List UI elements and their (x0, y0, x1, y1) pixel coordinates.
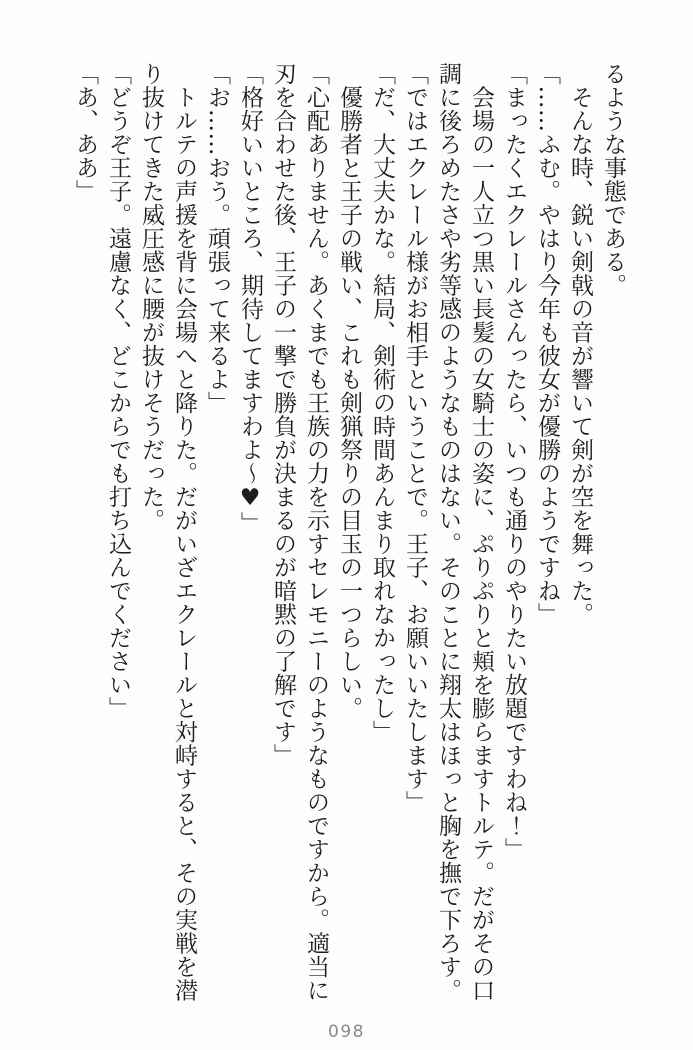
paragraph-line: 「お……おう。頑張って来るよ」 (204, 62, 230, 415)
paragraph-line: 「……ふむ。やはり今年も彼女が優勝のようですね」 (534, 62, 560, 626)
paragraph-line: るような事態である。 (600, 62, 626, 297)
page-number: 098 (328, 1022, 365, 1042)
paragraph-line: 「ではエクレール様がお相手ということで。王子、お願いいたします」 (402, 62, 428, 814)
paragraph-line: 「格好いいところ、期待してますわよ～♥」 (237, 62, 263, 535)
paragraph-line: 「どうぞ王子。遠慮なく、どこからでも打ち込んでください」 (105, 62, 131, 720)
paragraph-line: トルテの声援を背に会場へと降りた。だがいざエクレールと対峙すると、その実戦を潜り抜けてきた威圧感に腰が抜けそうだった。 (138, 62, 197, 1002)
vertical-text-body (68, 62, 629, 1007)
paragraph-line: 会場の一人立つ黒い長髪の女騎士の姿に、ぷりぷりと頬を膨らますトルテ。だがその口調に後ろめたさや劣等感のようなものはない。そのことに翔太はほっと胸を撫で下ろす。 (435, 62, 494, 1002)
paragraph-line: そんな時、鋭い剣戟の音が響いて剣が空を舞った。 (567, 62, 593, 626)
paragraph-line: 「あ、ああ」 (72, 62, 98, 203)
paragraph-line: 「まったくエクレールさんったら、いつも通りのやりたい放題ですわね！」 (501, 62, 527, 861)
paragraph-line: 優勝者と王子の戦い、これも剣猟祭りの目玉の一つらしい。 (336, 62, 362, 720)
paragraph-line: 「だ、大丈夫かな。結局、剣術の時間あんまり取れなかったし」 (369, 62, 395, 744)
paragraph-line: 「心配ありません。あくまでも王族の力を示すセレモニーのようなものですから。適当に刃を合わせた後、王子の一撃で勝負が決まるのが暗黙の了解です」 (270, 62, 329, 1002)
